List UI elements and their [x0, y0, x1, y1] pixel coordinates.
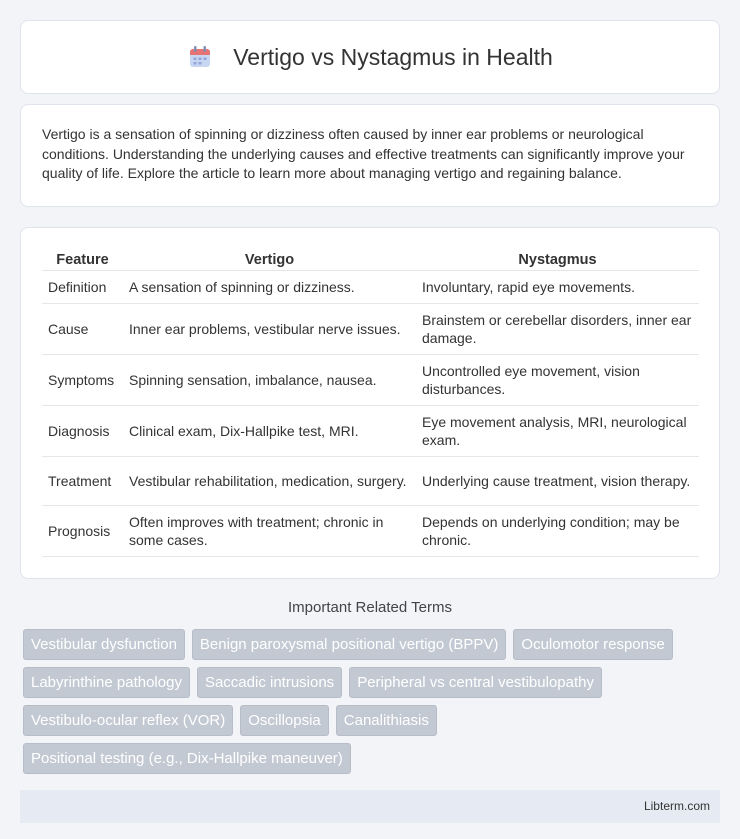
table-header-row: [42, 248, 699, 271]
related-terms-list: [20, 629, 720, 774]
related-term-tag[interactable]: Vestibular dysfunction: [23, 629, 185, 660]
table-row: [42, 506, 699, 557]
vertigo-cell: Often improves with treatment; chronic in some cases.: [123, 506, 416, 557]
feature-cell: Diagnosis: [42, 406, 123, 457]
comparison-table: [42, 248, 699, 557]
related-term-tag[interactable]: Saccadic intrusions: [197, 667, 342, 698]
footer: [20, 790, 720, 823]
related-terms-heading: Important Related Terms: [288, 598, 452, 616]
table-row: [42, 355, 699, 406]
vertigo-cell: A sensation of spinning or dizziness.: [123, 271, 416, 304]
table-row: [42, 457, 699, 506]
feature-cell: Definition: [42, 271, 123, 304]
related-term-tag[interactable]: Peripheral vs central vestibulopathy: [349, 667, 602, 698]
title-card: [20, 20, 720, 94]
header-nystagmus: Nystagmus: [416, 248, 699, 271]
related-term-tag[interactable]: Oscillopsia: [240, 705, 329, 736]
vertigo-cell: Spinning sensation, imbalance, nausea.: [123, 355, 416, 406]
table-row: [42, 304, 699, 355]
page-title: Vertigo vs Nystagmus in Health: [233, 43, 553, 70]
related-term-tag[interactable]: Vestibulo-ocular reflex (VOR): [23, 705, 233, 736]
nystagmus-cell: Brainstem or cerebellar disorders, inner ear damage.: [416, 304, 699, 355]
related-term-tag[interactable]: Positional testing (e.g., Dix-Hallpike maneuver): [23, 743, 351, 774]
table-row: [42, 406, 699, 457]
feature-cell: Symptoms: [42, 355, 123, 406]
header-vertigo: Vertigo: [123, 248, 416, 271]
nystagmus-cell: Eye movement analysis, MRI, neurological exam.: [416, 406, 699, 457]
nystagmus-cell: Underlying cause treatment, vision therapy.: [416, 457, 699, 506]
nystagmus-cell: Uncontrolled eye movement, vision disturbances.: [416, 355, 699, 406]
intro-text: Vertigo is a sensation of spinning or dizziness often caused by inner ear problems or neurological conditions. Understanding the underlying causes and effective treatments can significantly improve your quality of life. Explore the article to learn more about managing vertigo and regaining balance.: [42, 126, 685, 181]
calendar-icon: [187, 44, 213, 70]
intro-card: [20, 104, 720, 207]
related-term-tag[interactable]: Benign paroxysmal positional vertigo (BPPV): [192, 629, 506, 660]
vertigo-cell: Vestibular rehabilitation, medication, surgery.: [123, 457, 416, 506]
comparison-table-card: [20, 227, 720, 579]
footer-site-link[interactable]: Libterm.com: [643, 799, 710, 813]
related-term-tag[interactable]: Labyrinthine pathology: [23, 667, 190, 698]
vertigo-cell: Inner ear problems, vestibular nerve issues.: [123, 304, 416, 355]
header-feature: Feature: [42, 248, 123, 271]
feature-cell: Treatment: [42, 457, 123, 506]
nystagmus-cell: Involuntary, rapid eye movements.: [416, 271, 699, 304]
vertigo-cell: Clinical exam, Dix-Hallpike test, MRI.: [123, 406, 416, 457]
feature-cell: Cause: [42, 304, 123, 355]
related-term-tag[interactable]: Oculomotor response: [513, 629, 672, 660]
feature-cell: Prognosis: [42, 506, 123, 557]
related-term-tag[interactable]: Canalithiasis: [336, 705, 437, 736]
table-row: [42, 271, 699, 304]
nystagmus-cell: Depends on underlying condition; may be chronic.: [416, 506, 699, 557]
